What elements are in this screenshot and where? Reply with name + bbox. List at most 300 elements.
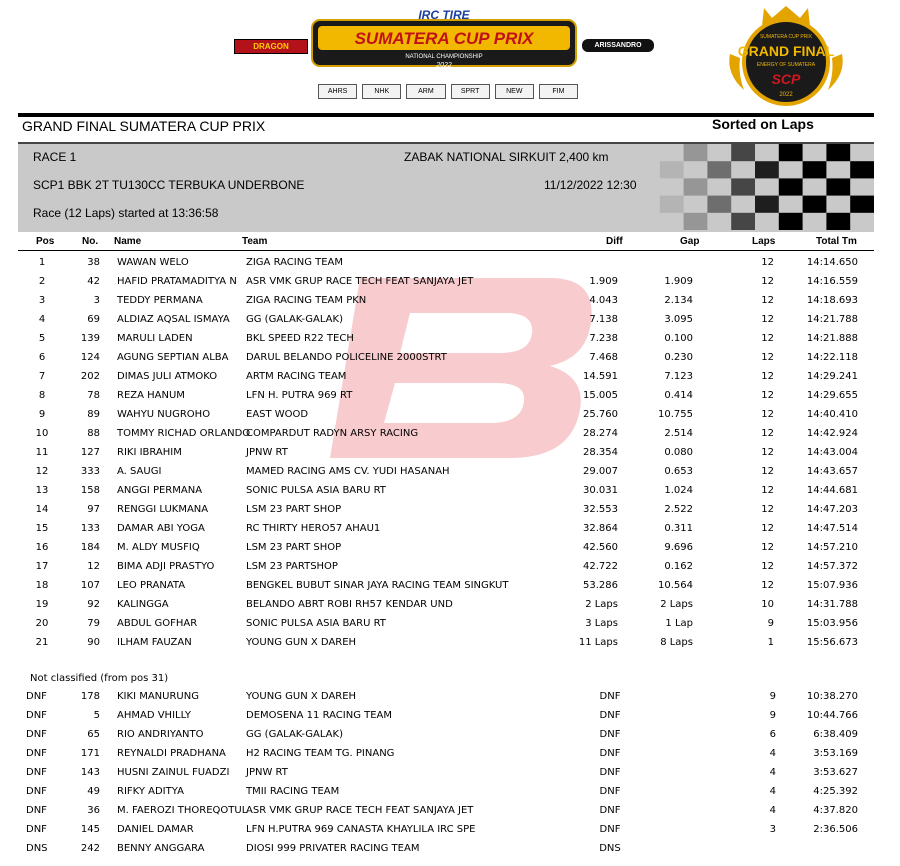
gap-cell: 2.522 bbox=[664, 504, 693, 515]
team-cell: TMII RACING TEAM bbox=[246, 786, 340, 797]
result-row bbox=[0, 501, 900, 520]
result-row bbox=[0, 387, 900, 406]
diff-cell: 25.760 bbox=[583, 409, 618, 420]
rider-name-cell: RENGGI LUKMANA bbox=[117, 504, 209, 515]
diff-cell: DNF bbox=[599, 824, 621, 835]
diff-cell: 7.468 bbox=[589, 352, 618, 363]
badge-year: 2022 bbox=[779, 92, 793, 98]
total-time-cell: 14:47.514 bbox=[806, 523, 858, 534]
number-cell: 124 bbox=[80, 352, 100, 363]
number-cell: 89 bbox=[87, 409, 100, 420]
diff-cell: 15.005 bbox=[583, 390, 618, 401]
rider-name-cell: MARULI LADEN bbox=[117, 333, 193, 344]
diff-cell: 28.354 bbox=[583, 447, 618, 458]
badge-subtitle: ENERGY OF SUMATERA bbox=[756, 62, 816, 68]
rider-name-cell: AHMAD VHILLY bbox=[117, 710, 191, 721]
rider-name-cell: BENNY ANGGARA bbox=[117, 843, 205, 854]
checker-square bbox=[731, 144, 755, 161]
team-cell: ZIGA RACING TEAM bbox=[246, 257, 344, 268]
laps-cell: 12 bbox=[761, 447, 774, 458]
position-cell: 14 bbox=[35, 504, 49, 515]
laps-cell: 12 bbox=[761, 542, 774, 553]
position-cell: 16 bbox=[35, 542, 49, 553]
diff-cell: 11 Laps bbox=[578, 637, 618, 648]
laps-cell: 12 bbox=[761, 409, 774, 420]
rider-name-cell: TOMMY RICHAD ORLANDO bbox=[117, 428, 251, 439]
team-cell: RC THIRTY HERO57 AHAU1 bbox=[246, 523, 381, 534]
not-classified-row bbox=[0, 821, 900, 840]
col-no: No. bbox=[82, 236, 99, 247]
team-cell: JPNW RT bbox=[246, 767, 288, 778]
rider-name-cell: WAWAN WELO bbox=[117, 257, 189, 268]
not-classified-label: Not classified (from pos 31) bbox=[30, 673, 169, 684]
status-cell: DNF bbox=[26, 748, 47, 759]
laps-cell: 12 bbox=[761, 295, 774, 306]
number-cell: 88 bbox=[87, 428, 100, 439]
checker-square bbox=[684, 178, 708, 195]
team-cell: DARUL BELANDO POLICELINE 2000STRT bbox=[246, 352, 447, 363]
diff-cell: 1.909 bbox=[589, 276, 618, 287]
laps-cell: 12 bbox=[761, 523, 774, 534]
laps-cell: 4 bbox=[769, 767, 776, 778]
result-row bbox=[0, 520, 900, 539]
checker-square bbox=[826, 144, 850, 161]
number-cell: 158 bbox=[80, 485, 100, 496]
rider-name-cell: HAFID PRATAMADITYA N bbox=[117, 276, 237, 287]
result-row bbox=[0, 463, 900, 482]
diff-cell: 3 Laps bbox=[585, 618, 618, 629]
gap-cell: 0.080 bbox=[664, 447, 693, 458]
diff-cell: 7.138 bbox=[589, 314, 618, 325]
diff-cell: 28.274 bbox=[583, 428, 618, 439]
rider-name-cell: HUSNI ZAINUL FUADZI bbox=[117, 767, 230, 778]
team-cell: H2 RACING TEAM TG. PINANG bbox=[246, 748, 395, 759]
event-title: GRAND FINAL SUMATERA CUP PRIX bbox=[22, 118, 266, 134]
gap-cell: 0.230 bbox=[664, 352, 693, 363]
status-cell: DNF bbox=[26, 767, 47, 778]
laps-cell: 9 bbox=[769, 691, 776, 702]
sponsor-logo: SPRT bbox=[451, 84, 490, 99]
laps-cell: 10 bbox=[761, 599, 774, 610]
team-cell: DIOSI 999 PRIVATER RACING TEAM bbox=[246, 843, 420, 854]
rider-name-cell: DIMAS JULI ATMOKO bbox=[117, 371, 218, 382]
gap-cell: 1 Lap bbox=[665, 618, 693, 629]
gap-cell: 1.909 bbox=[664, 276, 693, 287]
position-cell: 15 bbox=[35, 523, 49, 534]
team-cell: ASR VMK GRUP RACE TECH FEAT SANJAYA JET bbox=[246, 805, 474, 816]
status-cell: DNF bbox=[26, 710, 47, 721]
gap-cell: 7.123 bbox=[664, 371, 693, 382]
team-cell: JPNW RT bbox=[246, 447, 288, 458]
team-cell: DEMOSENA 11 RACING TEAM bbox=[246, 710, 393, 721]
rider-name-cell: ILHAM FAUZAN bbox=[117, 637, 192, 648]
rider-name-cell: ANGGI PERMANA bbox=[117, 485, 203, 496]
laps-cell: 4 bbox=[769, 748, 776, 759]
dragon-sponsor-logo: DRAGON bbox=[234, 39, 308, 54]
checker-square bbox=[850, 196, 874, 213]
diff-cell: 32.553 bbox=[583, 504, 618, 515]
number-cell: 12 bbox=[87, 561, 100, 572]
total-time-cell: 15:03.956 bbox=[806, 618, 858, 629]
rider-name-cell: REZA HANUM bbox=[117, 390, 185, 401]
diff-cell: DNF bbox=[599, 710, 621, 721]
result-row bbox=[0, 292, 900, 311]
laps-cell: 3 bbox=[769, 824, 776, 835]
laps-cell: 12 bbox=[761, 561, 774, 572]
number-cell: 133 bbox=[80, 523, 100, 534]
col-pos: Pos bbox=[36, 236, 55, 247]
team-cell: GG (GALAK-GALAK) bbox=[246, 314, 343, 325]
total-time-cell: 4:37.820 bbox=[813, 805, 858, 816]
col-name: Name bbox=[114, 236, 142, 247]
team-cell: ARTM RACING TEAM bbox=[246, 371, 347, 382]
checker-square bbox=[803, 196, 827, 213]
total-time-cell: 14:40.410 bbox=[806, 409, 858, 420]
logo-subtitle: NATIONAL CHAMPIONSHIP bbox=[405, 54, 483, 60]
position-cell: 4 bbox=[38, 314, 46, 325]
number-cell: 143 bbox=[80, 767, 100, 778]
number-cell: 139 bbox=[80, 333, 100, 344]
total-time-cell: 6:38.409 bbox=[813, 729, 858, 740]
number-cell: 97 bbox=[87, 504, 100, 515]
total-time-cell: 14:43.004 bbox=[806, 447, 858, 458]
rider-name-cell: KALINGGA bbox=[117, 599, 169, 610]
result-row bbox=[0, 444, 900, 463]
diff-cell: DNF bbox=[599, 786, 621, 797]
team-cell: SONIC PULSA ASIA BARU RT bbox=[246, 485, 386, 496]
checker-square bbox=[731, 213, 755, 230]
checker-square bbox=[826, 213, 850, 230]
number-cell: 5 bbox=[93, 710, 100, 721]
not-classified-row bbox=[0, 764, 900, 783]
status-cell: DNF bbox=[26, 824, 47, 835]
number-cell: 242 bbox=[80, 843, 100, 854]
team-cell: LFN H. PUTRA 969 RT bbox=[246, 390, 353, 401]
number-cell: 69 bbox=[87, 314, 100, 325]
team-cell: YOUNG GUN X DAREH bbox=[246, 637, 357, 648]
not-classified-row bbox=[0, 840, 900, 859]
not-classified-row bbox=[0, 802, 900, 821]
rider-name-cell: REYNALDI PRADHANA bbox=[117, 748, 226, 759]
position-cell: 7 bbox=[38, 371, 46, 382]
number-cell: 92 bbox=[87, 599, 100, 610]
gap-cell: 10.564 bbox=[658, 580, 693, 591]
position-cell: 13 bbox=[35, 485, 49, 496]
laps-cell: 12 bbox=[761, 428, 774, 439]
logo-title: SUMATERA CUP PRIX bbox=[354, 29, 534, 48]
number-cell: 65 bbox=[87, 729, 100, 740]
laps-cell: 9 bbox=[769, 710, 776, 721]
result-row bbox=[0, 311, 900, 330]
laps-cell: 12 bbox=[761, 314, 774, 325]
diff-cell: DNF bbox=[599, 729, 621, 740]
team-cell: YOUNG GUN X DAREH bbox=[246, 691, 357, 702]
team-cell: BKL SPEED R22 TECH bbox=[246, 333, 354, 344]
rider-name-cell: RIO ANDRIYANTO bbox=[117, 729, 204, 740]
total-time-cell: 4:25.392 bbox=[813, 786, 858, 797]
checker-square bbox=[779, 213, 803, 230]
position-cell: 11 bbox=[35, 447, 49, 458]
total-time-cell: 14:31.788 bbox=[806, 599, 858, 610]
checkered-flag bbox=[636, 144, 874, 230]
total-time-cell: 14:47.203 bbox=[806, 504, 858, 515]
number-cell: 78 bbox=[87, 390, 100, 401]
rider-name-cell: DAMAR ABI YOGA bbox=[117, 523, 205, 534]
laps-cell: 12 bbox=[761, 371, 774, 382]
total-time-cell: 14:29.655 bbox=[806, 390, 858, 401]
total-time-cell: 14:18.693 bbox=[806, 295, 858, 306]
status-cell: DNF bbox=[26, 691, 47, 702]
gap-cell: 9.696 bbox=[664, 542, 693, 553]
position-cell: 6 bbox=[38, 352, 46, 363]
team-cell: ASR VMK GRUP RACE TECH FEAT SANJAYA JET bbox=[246, 276, 474, 287]
result-row bbox=[0, 539, 900, 558]
col-diff: Diff bbox=[606, 236, 623, 247]
total-time-cell: 2:36.506 bbox=[813, 824, 858, 835]
total-time-cell: 15:56.673 bbox=[806, 637, 858, 648]
diff-cell: 42.722 bbox=[583, 561, 618, 572]
result-row bbox=[0, 368, 900, 387]
number-cell: 127 bbox=[80, 447, 100, 458]
diff-cell: 4.043 bbox=[589, 295, 618, 306]
total-time-cell: 14:57.372 bbox=[806, 561, 858, 572]
number-cell: 42 bbox=[87, 276, 100, 287]
number-cell: 36 bbox=[87, 805, 100, 816]
number-cell: 178 bbox=[80, 691, 100, 702]
result-row bbox=[0, 558, 900, 577]
not-classified-row bbox=[0, 745, 900, 764]
laps-cell: 12 bbox=[761, 257, 774, 268]
laps-cell: 12 bbox=[761, 466, 774, 477]
position-cell: 9 bbox=[38, 409, 46, 420]
checker-square bbox=[803, 161, 827, 178]
team-cell: LSM 23 PART SHOP bbox=[246, 504, 342, 515]
team-cell: LFN H.PUTRA 969 CANASTA KHAYLILA IRC SPE bbox=[246, 824, 476, 835]
diff-cell: 53.286 bbox=[583, 580, 618, 591]
diff-cell: DNF bbox=[599, 805, 621, 816]
not-classified-row bbox=[0, 726, 900, 745]
number-cell: 171 bbox=[80, 748, 100, 759]
rider-name-cell: RIFKY ADITYA bbox=[117, 786, 184, 797]
total-time-cell: 14:43.657 bbox=[806, 466, 858, 477]
laps-cell: 12 bbox=[761, 352, 774, 363]
checker-square bbox=[755, 161, 779, 178]
number-cell: 184 bbox=[80, 542, 100, 553]
position-cell: 12 bbox=[35, 466, 49, 477]
diff-cell: 14.591 bbox=[583, 371, 618, 382]
irc-tire-logo: IRC TIRE bbox=[418, 8, 470, 22]
team-cell: COMPARDUT RADYN ARSY RACING bbox=[246, 428, 419, 439]
rider-name-cell: BIMA ADJI PRASTYO bbox=[117, 561, 215, 572]
sponsor-logo: ARM bbox=[406, 84, 445, 99]
result-row bbox=[0, 349, 900, 368]
badge-scp-logo: SCP bbox=[771, 71, 801, 87]
number-cell: 333 bbox=[80, 466, 100, 477]
not-classified-row bbox=[0, 707, 900, 726]
checker-square bbox=[707, 196, 731, 213]
laps-cell: 4 bbox=[769, 786, 776, 797]
rider-name-cell: RIKI IBRAHIM bbox=[117, 447, 182, 458]
rider-name-cell: A. SAUGI bbox=[117, 466, 162, 477]
team-cell: LSM 23 PART SHOP bbox=[246, 542, 342, 553]
gap-cell: 10.755 bbox=[658, 409, 693, 420]
result-row bbox=[0, 273, 900, 292]
arissandro-sponsor-logo: ARISSANDRO bbox=[582, 39, 654, 52]
gap-cell: 2.134 bbox=[664, 295, 693, 306]
status-cell: DNF bbox=[26, 729, 47, 740]
gap-cell: 0.653 bbox=[664, 466, 693, 477]
checker-square bbox=[684, 213, 708, 230]
gap-cell: 8 Laps bbox=[660, 637, 693, 648]
laps-cell: 12 bbox=[761, 390, 774, 401]
sponsor-strip bbox=[318, 84, 578, 98]
gap-cell: 3.095 bbox=[664, 314, 693, 325]
status-cell: DNS bbox=[26, 843, 48, 854]
total-time-cell: 14:16.559 bbox=[806, 276, 858, 287]
sponsor-logo: FIM bbox=[539, 84, 578, 99]
result-row bbox=[0, 596, 900, 615]
not-classified-row bbox=[0, 783, 900, 802]
laps-cell: 9 bbox=[767, 618, 774, 629]
circuit-name: ZABAK NATIONAL SIRKUIT 2,400 km bbox=[404, 150, 609, 164]
checker-square bbox=[660, 161, 684, 178]
position-cell: 8 bbox=[38, 390, 46, 401]
sumatera-cup-prix-logo bbox=[310, 6, 578, 72]
total-time-cell: 10:38.270 bbox=[806, 691, 858, 702]
col-total: Total Tm bbox=[816, 236, 857, 247]
result-row bbox=[0, 254, 900, 273]
diff-cell: 2 Laps bbox=[585, 599, 618, 610]
grand-final-badge bbox=[724, 4, 848, 108]
number-cell: 38 bbox=[87, 257, 100, 268]
laps-cell: 12 bbox=[761, 276, 774, 287]
col-laps: Laps bbox=[752, 236, 776, 247]
rider-name-cell: M. FAEROZI THOREQOTUL bbox=[117, 805, 248, 816]
col-gap: Gap bbox=[680, 236, 700, 247]
total-time-cell: 14:21.788 bbox=[806, 314, 858, 325]
number-cell: 3 bbox=[93, 295, 100, 306]
checker-square bbox=[707, 161, 731, 178]
checker-square bbox=[684, 144, 708, 161]
result-row bbox=[0, 615, 900, 634]
race-start: Race (12 Laps) started at 13:36:58 bbox=[33, 206, 219, 220]
team-cell: EAST WOOD bbox=[246, 409, 309, 420]
total-time-cell: 14:29.241 bbox=[806, 371, 858, 382]
sponsor-logo: NEW bbox=[495, 84, 534, 99]
total-time-cell: 3:53.627 bbox=[813, 767, 858, 778]
laps-cell: 12 bbox=[761, 580, 774, 591]
rider-name-cell: LEO PRANATA bbox=[117, 580, 186, 591]
position-cell: 2 bbox=[38, 276, 46, 287]
team-cell: MAMED RACING AMS CV. YUDI HASANAH bbox=[246, 466, 450, 477]
team-cell: LSM 23 PARTSHOP bbox=[246, 561, 338, 572]
total-time-cell: 14:21.888 bbox=[806, 333, 858, 344]
diff-cell: 42.560 bbox=[583, 542, 618, 553]
number-cell: 79 bbox=[87, 618, 100, 629]
total-time-cell: 15:07.936 bbox=[806, 580, 858, 591]
gap-cell: 0.311 bbox=[664, 523, 693, 534]
total-time-cell: 14:57.210 bbox=[806, 542, 858, 553]
diff-cell: 30.031 bbox=[583, 485, 618, 496]
gap-cell: 0.414 bbox=[664, 390, 693, 401]
total-time-cell: 14:44.681 bbox=[806, 485, 858, 496]
sponsor-logo: NHK bbox=[362, 84, 401, 99]
badge-top-text: SUMATERA CUP PRIX bbox=[759, 34, 813, 40]
number-cell: 202 bbox=[80, 371, 100, 382]
sort-label: Sorted on Laps bbox=[712, 116, 814, 132]
gap-cell: 2 Laps bbox=[660, 599, 693, 610]
checker-square bbox=[755, 196, 779, 213]
rider-name-cell: WAHYU NUGROHO bbox=[117, 409, 211, 420]
status-cell: DNF bbox=[26, 786, 47, 797]
sponsor-logo: AHRS bbox=[318, 84, 357, 99]
rider-name-cell: TEDDY PERMANA bbox=[117, 295, 203, 306]
race-name: RACE 1 bbox=[33, 150, 77, 164]
team-cell: ZIGA RACING TEAM PKN bbox=[246, 295, 367, 306]
logo-year: 2022 bbox=[436, 62, 452, 69]
diff-cell: 32.864 bbox=[583, 523, 618, 534]
checker-square bbox=[779, 144, 803, 161]
rider-name-cell: KIKI MANURUNG bbox=[117, 691, 199, 702]
checker-square bbox=[826, 178, 850, 195]
checker-square bbox=[850, 161, 874, 178]
position-cell: 10 bbox=[35, 428, 49, 439]
rider-name-cell: M. ALDY MUSFIQ bbox=[117, 542, 200, 553]
result-row bbox=[0, 425, 900, 444]
col-team: Team bbox=[242, 236, 268, 247]
badge-title: GRAND FINAL bbox=[737, 43, 835, 59]
rider-name-cell: AGUNG SEPTIAN ALBA bbox=[117, 352, 229, 363]
laps-cell: 12 bbox=[761, 333, 774, 344]
laps-cell: 1 bbox=[767, 637, 774, 648]
diff-cell: 29.007 bbox=[583, 466, 618, 477]
result-row bbox=[0, 406, 900, 425]
position-cell: 20 bbox=[35, 618, 49, 629]
position-cell: 17 bbox=[35, 561, 49, 572]
gap-cell: 0.100 bbox=[664, 333, 693, 344]
team-cell: BENGKEL BUBUT SINAR JAYA RACING TEAM SINGKUT bbox=[246, 580, 509, 591]
race-datetime: 11/12/2022 12:30 bbox=[544, 178, 637, 192]
total-time-cell: 10:44.766 bbox=[806, 710, 858, 721]
team-cell: GG (GALAK-GALAK) bbox=[246, 729, 343, 740]
total-time-cell: 14:42.924 bbox=[806, 428, 858, 439]
position-cell: 1 bbox=[38, 257, 46, 268]
rider-name-cell: ABDUL GOFHAR bbox=[117, 618, 198, 629]
rider-name-cell: DANIEL DAMAR bbox=[117, 824, 194, 835]
gap-cell: 1.024 bbox=[664, 485, 693, 496]
gap-cell: 2.514 bbox=[664, 428, 693, 439]
diff-cell: DNF bbox=[599, 691, 621, 702]
laps-cell: 12 bbox=[761, 485, 774, 496]
diff-cell: 7.238 bbox=[589, 333, 618, 344]
position-cell: 19 bbox=[35, 599, 49, 610]
result-row bbox=[0, 482, 900, 501]
laps-cell: 4 bbox=[769, 805, 776, 816]
result-row bbox=[0, 330, 900, 349]
team-cell: SONIC PULSA ASIA BARU RT bbox=[246, 618, 386, 629]
team-cell: BELANDO ABRT ROBI RH57 KENDAR UND bbox=[246, 599, 453, 610]
diff-cell: DNS bbox=[599, 843, 621, 854]
laps-cell: 6 bbox=[769, 729, 776, 740]
diff-cell: DNF bbox=[599, 767, 621, 778]
checker-square bbox=[660, 196, 684, 213]
position-cell: 18 bbox=[35, 580, 49, 591]
gap-cell: 0.162 bbox=[664, 561, 693, 572]
rider-name-cell: ALDIAZ AQSAL ISMAYA bbox=[117, 314, 230, 325]
number-cell: 107 bbox=[80, 580, 100, 591]
diff-cell: DNF bbox=[599, 748, 621, 759]
position-cell: 5 bbox=[38, 333, 46, 344]
